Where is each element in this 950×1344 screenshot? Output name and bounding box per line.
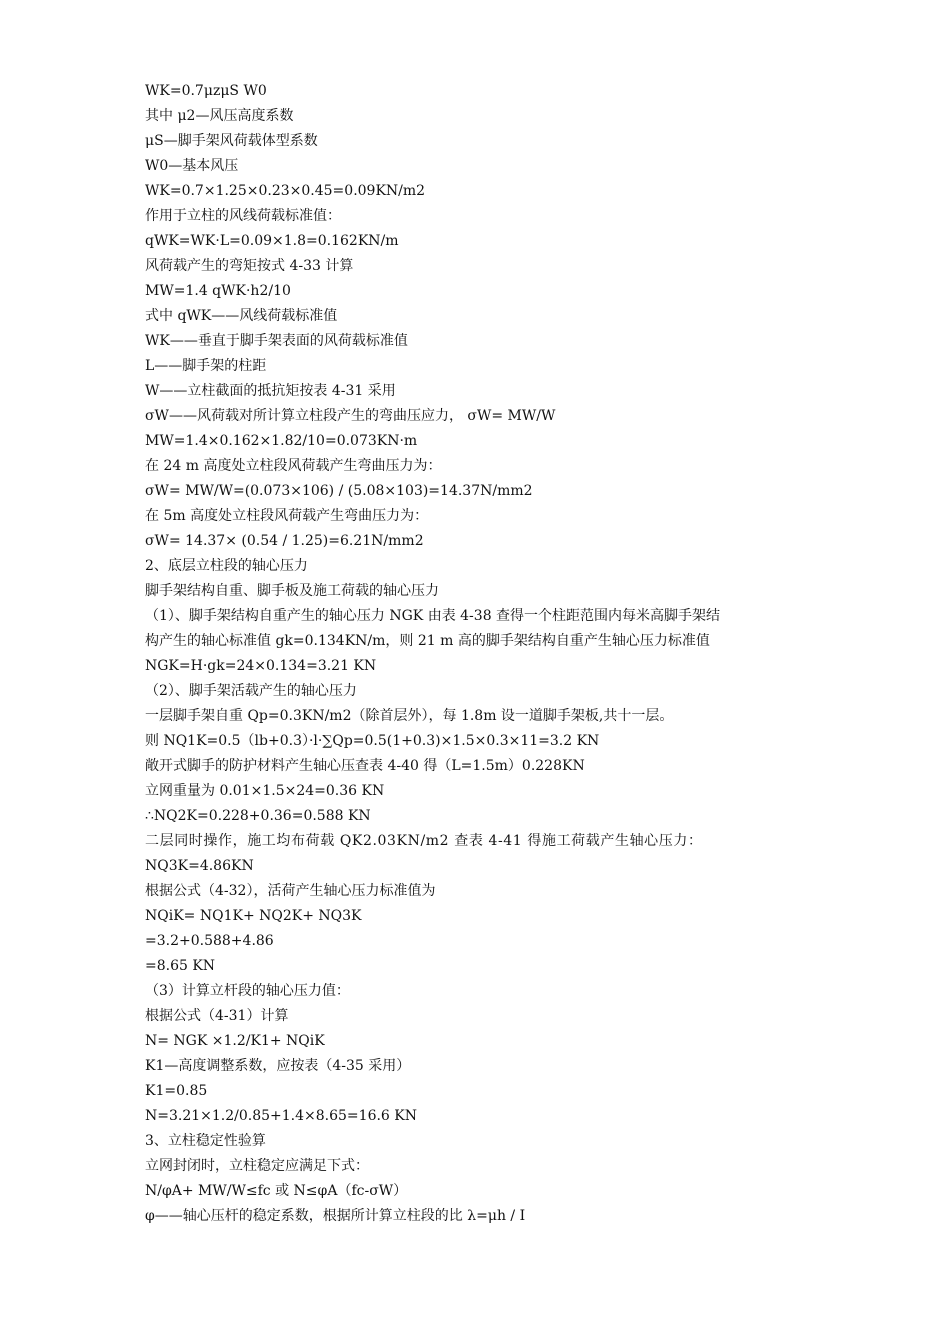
text-line: φ——轴心压杆的稳定系数，根据所计算立柱段的比 λ=μh / I: [145, 1208, 526, 1224]
text-line: 二层同时操作，施工均布荷载 QK2.03KN/m2 查表 4-41 得施工荷载产生轴心压力：: [145, 833, 703, 849]
text-line: W——立柱截面的抵抗矩按表 4-31 采用: [145, 383, 396, 399]
text-line: NQiK= NQ1K+ NQ2K+ NQ3K: [145, 908, 362, 924]
text-line: 脚手架结构自重、脚手板及施工荷载的轴心压力: [145, 583, 439, 599]
text-line: （2）、脚手架活载产生的轴心压力: [145, 683, 357, 699]
text-line: NGK=H·gk=24×0.134=3.21 KN: [145, 658, 377, 674]
text-line: （1）、脚手架结构自重产生的轴心压力 NGK 由表 4-38 查得一个柱距范围内每米高脚手架结: [145, 608, 721, 624]
document-body: [145, 79, 825, 1229]
text-line: 立网封闭时，立柱稳定应满足下式：: [145, 1158, 369, 1174]
section-heading: 3、立柱稳定性验算: [145, 1133, 266, 1149]
text-line: K1=0.85: [145, 1083, 208, 1099]
text-line: （3）计算立杆段的轴心压力值：: [145, 983, 350, 999]
text-line: 式中 qWK——风线荷载标准值: [145, 308, 338, 324]
text-line: 根据公式（4-32），活荷产生轴心压力标准值为: [145, 883, 436, 899]
text-line: K1—高度调整系数，应按表（4-35 采用）: [145, 1058, 411, 1074]
text-line: 风荷载产生的弯矩按式 4-33 计算: [145, 258, 354, 274]
text-line: N=3.21×1.2/0.85+1.4×8.65=16.6 KN: [145, 1108, 417, 1124]
text-line: MW=1.4 qWK·h2/10: [145, 283, 291, 299]
text-line: 构产生的轴心标准值 gk=0.134KN/m，则 21 m 高的脚手架结构自重产生轴心压力标准值: [145, 633, 710, 649]
text-line: =8.65 KN: [145, 958, 216, 974]
text-line: N/φA+ MW/W≤fc 或 N≤φA（fc-σW）: [145, 1183, 408, 1199]
text-line: ∴NQ2K=0.228+0.36=0.588 KN: [145, 808, 371, 824]
text-line: 敞开式脚手的防护材料产生轴心压查表 4-40 得（L=1.5m）0.228KN: [145, 758, 585, 774]
text-line: 作用于立柱的风线荷载标准值：: [145, 208, 341, 224]
text-line: σW= MW/W=(0.073×106) / (5.08×103)=14.37N/mm2: [145, 483, 533, 499]
text-line: W0—基本风压: [145, 158, 239, 174]
text-line: 则 NQ1K=0.5（lb+0.3）·l·∑Qp=0.5(1+0.3)×1.5×0.3×11=3.2 KN: [145, 733, 600, 749]
text-line: 一层脚手架自重 Qp=0.3KN/m2（除首层外），每 1.8m 设一道脚手架板,共十一层。: [145, 708, 674, 724]
text-line: WK=0.7μzμS W0: [145, 83, 267, 99]
text-line: WK——垂直于脚手架表面的风荷载标准值: [145, 333, 408, 349]
text-line: 在 24 m 高度处立柱段风荷载产生弯曲压力为：: [145, 458, 442, 474]
text-line: μS—脚手架风荷载体型系数: [145, 133, 318, 149]
text-line: 其中 μ2—风压高度系数: [145, 108, 294, 124]
section-heading: 2、底层立柱段的轴心压力: [145, 558, 308, 574]
text-line: L——脚手架的柱距: [145, 358, 267, 374]
text-line: WK=0.7×1.25×0.23×0.45=0.09KN/m2: [145, 183, 426, 199]
text-line: N= NGK ×1.2/K1+ NQiK: [145, 1033, 325, 1049]
text-line: σW= 14.37× (0.54 / 1.25)=6.21N/mm2: [145, 533, 424, 549]
text-line: MW=1.4×0.162×1.82/10=0.073KN·m: [145, 433, 418, 449]
text-line: NQ3K=4.86KN: [145, 858, 254, 874]
text-line: σW——风荷载对所计算立柱段产生的弯曲压应力， σW= MW/W: [145, 408, 556, 424]
text-line: =3.2+0.588+4.86: [145, 933, 274, 949]
text-line: 根据公式（4-31）计算: [145, 1008, 289, 1024]
text-line: 立网重量为 0.01×1.5×24=0.36 KN: [145, 783, 385, 799]
text-line: 在 5m 高度处立柱段风荷载产生弯曲压力为：: [145, 508, 429, 524]
text-line: qWK=WK·L=0.09×1.8=0.162KN/m: [145, 233, 399, 249]
